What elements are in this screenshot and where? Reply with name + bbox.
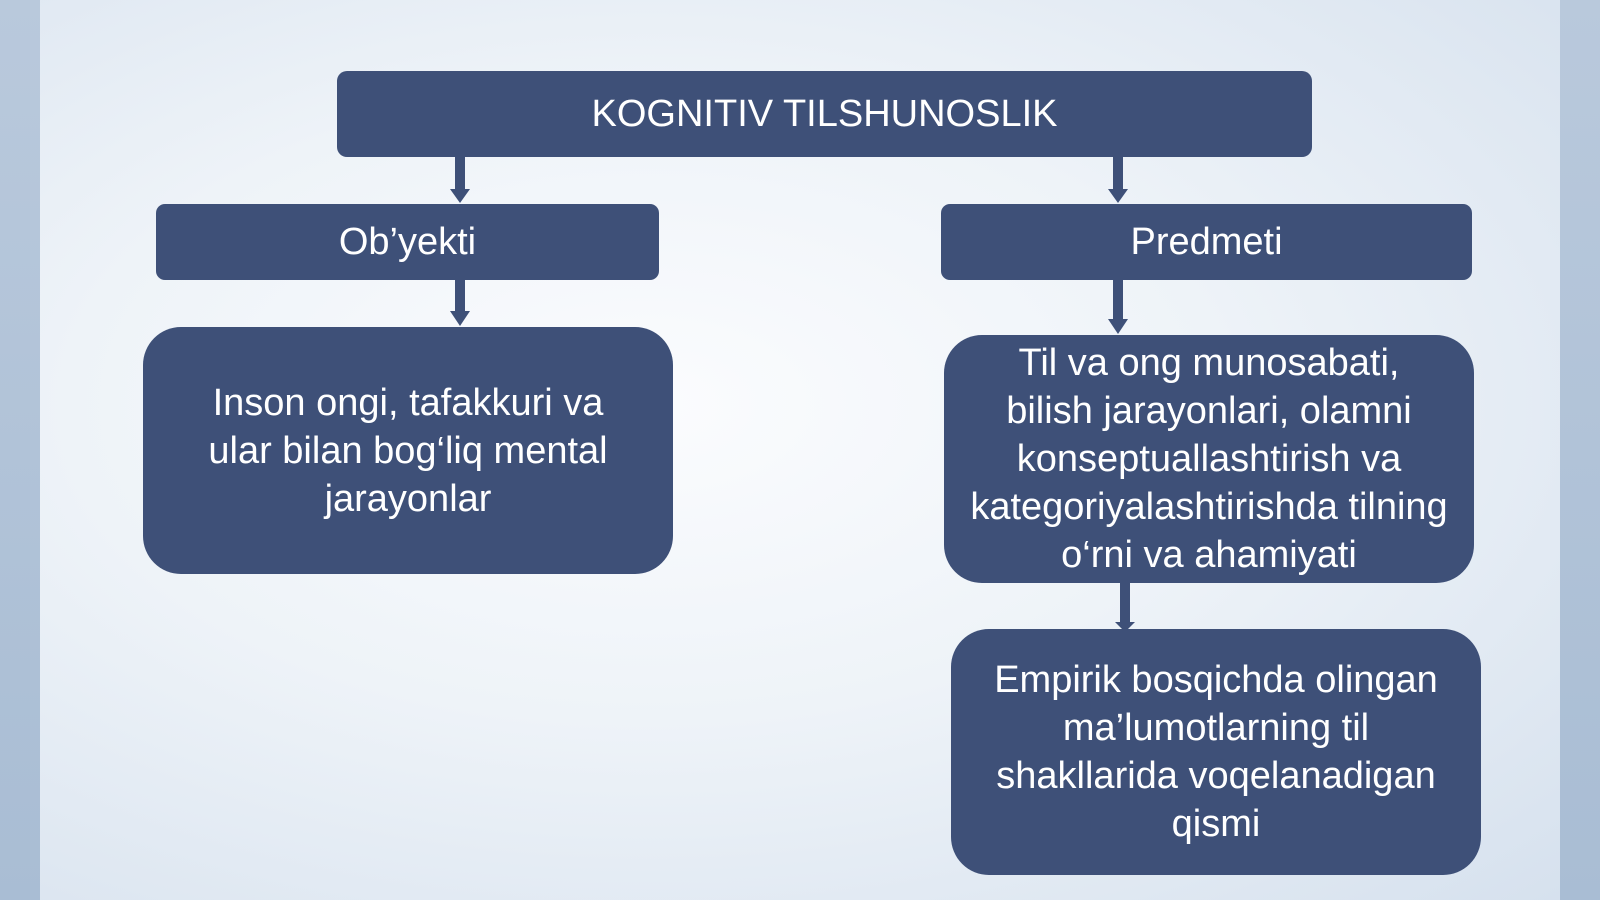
subject-label-box xyxy=(941,204,1472,280)
arrow-subject-to-content xyxy=(1113,279,1123,322)
subject-subcontent-box xyxy=(951,629,1481,875)
object-label-box xyxy=(156,204,659,280)
subject-label: Predmeti xyxy=(1130,220,1283,263)
subject-content-box xyxy=(944,335,1474,583)
object-content-box xyxy=(143,327,673,574)
diagram-title-box xyxy=(337,71,1312,157)
diagram-title: KOGNITIV TILSHUNOSLIK xyxy=(591,92,1058,135)
object-label: Ob’yekti xyxy=(338,220,477,263)
arrow-content-to-subcontent xyxy=(1120,582,1130,625)
arrowhead-title-to-object xyxy=(450,189,470,203)
subject-subcontent-text: Empirik bosqichda olingan ma’lumotlarning til shakllarida voqelanadigan qismi xyxy=(994,659,1438,845)
subject-content-text: Til va ong munosabati, bilish jarayonlari, olamni konseptuallashtirish va kategoriyalashtirishda tilning o‘rni va ahamiyati xyxy=(970,342,1448,576)
arrowhead-title-to-subject xyxy=(1108,189,1128,203)
object-content-text: Inson ongi, tafakkuri va ular bilan bog‘liq mental jarayonlar xyxy=(208,381,608,520)
arrowhead-subject-to-content xyxy=(1108,319,1128,334)
arrow-object-to-content xyxy=(455,279,465,314)
arrow-title-to-subject xyxy=(1113,156,1123,192)
arrow-title-to-object xyxy=(455,156,465,192)
arrowhead-object-to-content xyxy=(450,311,470,326)
